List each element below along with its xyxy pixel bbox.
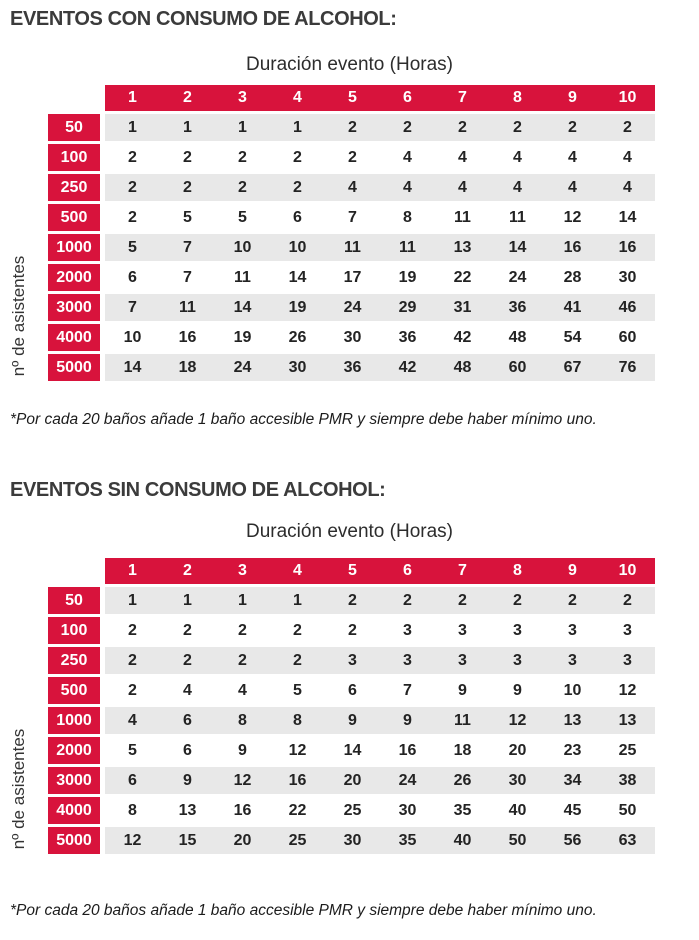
attendees-row-header: 1000 (48, 707, 100, 734)
hours-header-row (105, 558, 655, 584)
value-cell: 26 (288, 328, 307, 346)
value-cell: 60 (508, 358, 527, 376)
value-cell: 2 (183, 651, 192, 669)
value-cell: 2 (458, 591, 467, 609)
value-cell: 9 (183, 771, 192, 789)
hour-header-cell: 4 (293, 89, 302, 106)
value-cell: 16 (563, 238, 582, 256)
value-cell: 40 (508, 801, 527, 819)
value-cell: 1 (293, 591, 302, 609)
value-cell: 2 (403, 591, 412, 609)
value-cell: 5 (293, 681, 302, 699)
value-cell: 60 (618, 328, 637, 346)
value-cell: 26 (453, 771, 472, 789)
duration-axis-label: Duración evento (Horas) (246, 54, 453, 75)
value-cell: 63 (618, 831, 637, 849)
duration-axis-label: Duración evento (Horas) (246, 521, 453, 542)
capacity-table-sin-alcohol (9, 558, 655, 854)
value-cell: 4 (513, 178, 522, 196)
value-cell: 16 (398, 741, 417, 759)
value-cell: 24 (233, 358, 252, 376)
hour-header-cell: 9 (568, 562, 577, 579)
value-cell: 3 (513, 651, 522, 669)
value-cell: 2 (348, 621, 357, 639)
value-cell: 28 (563, 268, 582, 286)
value-cell: 35 (453, 801, 472, 819)
hour-header-cell: 3 (238, 562, 247, 579)
value-cell: 2 (293, 651, 302, 669)
value-cell: 6 (183, 741, 192, 759)
attendees-row-header: 500 (48, 204, 100, 231)
hour-header-cell: 5 (348, 562, 357, 579)
hour-header-cell: 8 (513, 562, 522, 579)
value-cell: 2 (348, 118, 357, 136)
value-cell: 2 (183, 621, 192, 639)
value-cell: 35 (398, 831, 417, 849)
value-cell: 2 (293, 178, 302, 196)
value-cell: 31 (453, 298, 472, 316)
table-row (105, 797, 655, 824)
value-cell: 13 (563, 711, 582, 729)
value-cell: 4 (238, 681, 247, 699)
value-cell: 18 (453, 741, 472, 759)
value-cell: 16 (288, 771, 307, 789)
hour-header-cell: 3 (238, 89, 247, 106)
value-cell: 45 (563, 801, 582, 819)
value-cell: 19 (233, 328, 252, 346)
value-cell: 76 (618, 358, 637, 376)
table-row (105, 827, 655, 854)
attendees-axis-label: nº de asistentes (9, 255, 28, 377)
value-cell: 8 (293, 711, 302, 729)
value-cell: 20 (343, 771, 362, 789)
value-cell: 14 (288, 268, 307, 286)
value-cell: 7 (183, 238, 192, 256)
value-cell: 2 (293, 148, 302, 166)
value-cell: 6 (128, 771, 137, 789)
value-cell: 18 (178, 358, 197, 376)
value-cell: 3 (403, 621, 412, 639)
value-cell: 4 (403, 148, 412, 166)
value-cell: 9 (513, 681, 522, 699)
value-cell: 38 (618, 771, 637, 789)
table-corner-spacer (48, 558, 100, 584)
value-cell: 12 (563, 208, 582, 226)
hour-header-cell: 1 (128, 562, 137, 579)
section-title: EVENTOS SIN CONSUMO DE ALCOHOL: (10, 479, 386, 501)
value-cell: 1 (183, 591, 192, 609)
table-corner-spacer (48, 85, 100, 111)
table-row (105, 144, 655, 171)
value-cell: 4 (513, 148, 522, 166)
value-cell: 56 (563, 831, 582, 849)
table-grid (48, 558, 655, 854)
table-row (105, 324, 655, 351)
value-cell: 25 (343, 801, 362, 819)
value-cell: 19 (398, 268, 417, 286)
value-cell: 11 (234, 268, 251, 286)
value-cell: 1 (238, 591, 247, 609)
value-cell: 6 (293, 208, 302, 226)
value-cell: 3 (403, 651, 412, 669)
value-cell: 13 (453, 238, 472, 256)
hour-header-cell: 6 (403, 562, 412, 579)
value-cell: 6 (348, 681, 357, 699)
value-cell: 40 (453, 831, 472, 849)
value-cell: 2 (183, 178, 192, 196)
table-row (105, 647, 655, 674)
value-cell: 3 (623, 651, 632, 669)
value-cell: 24 (508, 268, 527, 286)
value-cell: 67 (563, 358, 582, 376)
hour-header-cell: 1 (128, 89, 137, 106)
value-cell: 34 (563, 771, 582, 789)
value-cell: 30 (508, 771, 527, 789)
value-cell: 10 (233, 238, 252, 256)
attendees-row-header: 50 (48, 114, 100, 141)
table-row (105, 234, 655, 261)
value-cell: 24 (343, 298, 362, 316)
hour-header-cell: 5 (348, 89, 357, 106)
value-cell: 50 (618, 801, 637, 819)
value-cell: 11 (344, 238, 361, 256)
hour-header-cell: 7 (458, 562, 467, 579)
value-cell: 4 (623, 178, 632, 196)
value-cell: 2 (568, 118, 577, 136)
value-cell: 9 (348, 711, 357, 729)
value-cell: 4 (458, 148, 467, 166)
value-cell: 48 (453, 358, 472, 376)
value-cell: 8 (128, 801, 137, 819)
value-cell: 4 (623, 148, 632, 166)
value-cell: 2 (183, 148, 192, 166)
value-cell: 12 (123, 831, 142, 849)
value-cell: 7 (183, 268, 192, 286)
section-con-alcohol (0, 0, 699, 429)
capacity-table-con-alcohol (9, 85, 655, 381)
value-cell: 23 (563, 741, 582, 759)
table-row (105, 737, 655, 764)
value-cell: 2 (238, 621, 247, 639)
attendees-row-header: 5000 (48, 827, 100, 854)
value-cell: 4 (403, 178, 412, 196)
attendees-row-header: 100 (48, 617, 100, 644)
hour-header-cell: 10 (618, 89, 637, 106)
value-cell: 1 (128, 591, 137, 609)
value-cell: 2 (128, 651, 137, 669)
attendees-row-header: 5000 (48, 354, 100, 381)
value-cell: 7 (128, 298, 137, 316)
value-cell: 2 (238, 651, 247, 669)
value-cell: 2 (293, 621, 302, 639)
value-cell: 1 (293, 118, 302, 136)
value-cell: 20 (508, 741, 527, 759)
value-cell: 4 (128, 711, 137, 729)
hour-header-cell: 9 (568, 89, 577, 106)
table-row (105, 174, 655, 201)
hour-header-cell: 6 (403, 89, 412, 106)
hour-header-cell: 2 (183, 89, 192, 106)
table-row (105, 767, 655, 794)
value-cell: 42 (398, 358, 417, 376)
attendees-row-header: 2000 (48, 737, 100, 764)
section-title: EVENTOS CON CONSUMO DE ALCOHOL: (10, 8, 397, 30)
value-cell: 12 (233, 771, 252, 789)
value-cell: 10 (563, 681, 582, 699)
attendees-row-header: 3000 (48, 294, 100, 321)
value-cell: 11 (179, 298, 196, 316)
attendees-axis-label: nº de asistentes (9, 728, 28, 850)
value-cell: 30 (618, 268, 637, 286)
value-cell: 16 (233, 801, 252, 819)
value-cell: 11 (454, 711, 471, 729)
value-cell: 9 (238, 741, 247, 759)
value-cell: 2 (403, 118, 412, 136)
value-cell: 12 (618, 681, 637, 699)
value-cell: 5 (183, 208, 192, 226)
attendees-row-header: 250 (48, 174, 100, 201)
hour-header-cell: 4 (293, 562, 302, 579)
value-cell: 14 (343, 741, 362, 759)
hours-header-row (105, 85, 655, 111)
hour-header-cell: 7 (458, 89, 467, 106)
value-cell: 2 (623, 118, 632, 136)
value-cell: 2 (348, 591, 357, 609)
value-cell: 25 (618, 741, 637, 759)
value-cell: 22 (453, 268, 472, 286)
value-cell: 14 (123, 358, 142, 376)
value-cell: 16 (618, 238, 637, 256)
value-cell: 3 (458, 651, 467, 669)
value-cell: 30 (288, 358, 307, 376)
hour-header-cell: 8 (513, 89, 522, 106)
value-cell: 2 (128, 621, 137, 639)
value-cell: 3 (513, 621, 522, 639)
table-row (105, 264, 655, 291)
table-row (105, 677, 655, 704)
value-cell: 48 (508, 328, 527, 346)
pmr-footnote: *Por cada 20 baños añade 1 baño accesible PMR y siempre debe haber mínimo uno. (10, 411, 597, 428)
value-cell: 8 (403, 208, 412, 226)
value-cell: 24 (398, 771, 417, 789)
value-cell: 1 (238, 118, 247, 136)
hour-header-cell: 10 (618, 562, 637, 579)
attendees-row-header: 4000 (48, 797, 100, 824)
value-cell: 42 (453, 328, 472, 346)
value-cell: 30 (343, 328, 362, 346)
value-cell: 2 (513, 118, 522, 136)
value-cell: 3 (568, 621, 577, 639)
value-cell: 36 (508, 298, 527, 316)
value-cell: 25 (288, 831, 307, 849)
value-cell: 15 (178, 831, 197, 849)
value-cell: 2 (568, 591, 577, 609)
table-row (105, 707, 655, 734)
value-cell: 29 (398, 298, 417, 316)
value-cell: 3 (623, 621, 632, 639)
value-cell: 41 (563, 298, 582, 316)
attendees-row-header: 2000 (48, 264, 100, 291)
table-row (105, 617, 655, 644)
value-cell: 36 (343, 358, 362, 376)
value-cell: 54 (563, 328, 582, 346)
value-cell: 2 (128, 148, 137, 166)
attendees-row-header: 500 (48, 677, 100, 704)
value-cell: 46 (618, 298, 637, 316)
value-cell: 17 (343, 268, 362, 286)
value-cell: 6 (183, 711, 192, 729)
value-cell: 5 (128, 238, 137, 256)
value-cell: 3 (348, 651, 357, 669)
value-cell: 13 (618, 711, 637, 729)
value-cell: 16 (178, 328, 197, 346)
value-cell: 4 (458, 178, 467, 196)
hour-header-cell: 2 (183, 562, 192, 579)
value-cell: 11 (454, 208, 471, 226)
value-cell: 6 (128, 268, 137, 286)
attendees-row-header: 50 (48, 587, 100, 614)
value-cell: 2 (348, 148, 357, 166)
value-cell: 2 (128, 178, 137, 196)
value-cell: 3 (568, 651, 577, 669)
value-cell: 12 (508, 711, 527, 729)
value-cell: 7 (403, 681, 412, 699)
value-cell: 5 (238, 208, 247, 226)
value-cell: 11 (509, 208, 526, 226)
pmr-footnote: *Por cada 20 baños añade 1 baño accesible PMR y siempre debe haber mínimo uno. (10, 902, 597, 919)
value-cell: 2 (623, 591, 632, 609)
value-cell: 1 (128, 118, 137, 136)
value-cell: 4 (568, 148, 577, 166)
value-cell: 14 (618, 208, 637, 226)
table-grid (48, 85, 655, 381)
value-cell: 2 (238, 178, 247, 196)
value-cell: 2 (128, 681, 137, 699)
value-cell: 1 (183, 118, 192, 136)
attendees-row-header: 4000 (48, 324, 100, 351)
value-cell: 9 (403, 711, 412, 729)
value-cell: 4 (348, 178, 357, 196)
value-cell: 2 (458, 118, 467, 136)
value-cell: 4 (183, 681, 192, 699)
value-cell: 8 (238, 711, 247, 729)
value-cell: 36 (398, 328, 417, 346)
value-cell: 2 (513, 591, 522, 609)
value-cell: 11 (399, 238, 416, 256)
attendees-row-header: 250 (48, 647, 100, 674)
table-row (105, 114, 655, 141)
value-cell: 20 (233, 831, 252, 849)
value-cell: 50 (508, 831, 527, 849)
table-row (105, 587, 655, 614)
value-cell: 7 (348, 208, 357, 226)
value-cell: 4 (568, 178, 577, 196)
attendees-row-header: 100 (48, 144, 100, 171)
value-cell: 10 (288, 238, 307, 256)
value-cell: 13 (178, 801, 197, 819)
value-cell: 2 (128, 208, 137, 226)
table-row (105, 354, 655, 381)
section-sin-alcohol (0, 479, 699, 920)
value-cell: 14 (508, 238, 527, 256)
table-row (105, 204, 655, 231)
attendees-row-header: 3000 (48, 767, 100, 794)
table-row (105, 294, 655, 321)
value-cell: 10 (123, 328, 142, 346)
value-cell: 19 (288, 298, 307, 316)
value-cell: 14 (233, 298, 252, 316)
attendees-row-header: 1000 (48, 234, 100, 261)
value-cell: 12 (288, 741, 307, 759)
value-cell: 9 (458, 681, 467, 699)
value-cell: 30 (398, 801, 417, 819)
value-cell: 3 (458, 621, 467, 639)
value-cell: 2 (238, 148, 247, 166)
value-cell: 30 (343, 831, 362, 849)
value-cell: 22 (288, 801, 307, 819)
value-cell: 5 (128, 741, 137, 759)
